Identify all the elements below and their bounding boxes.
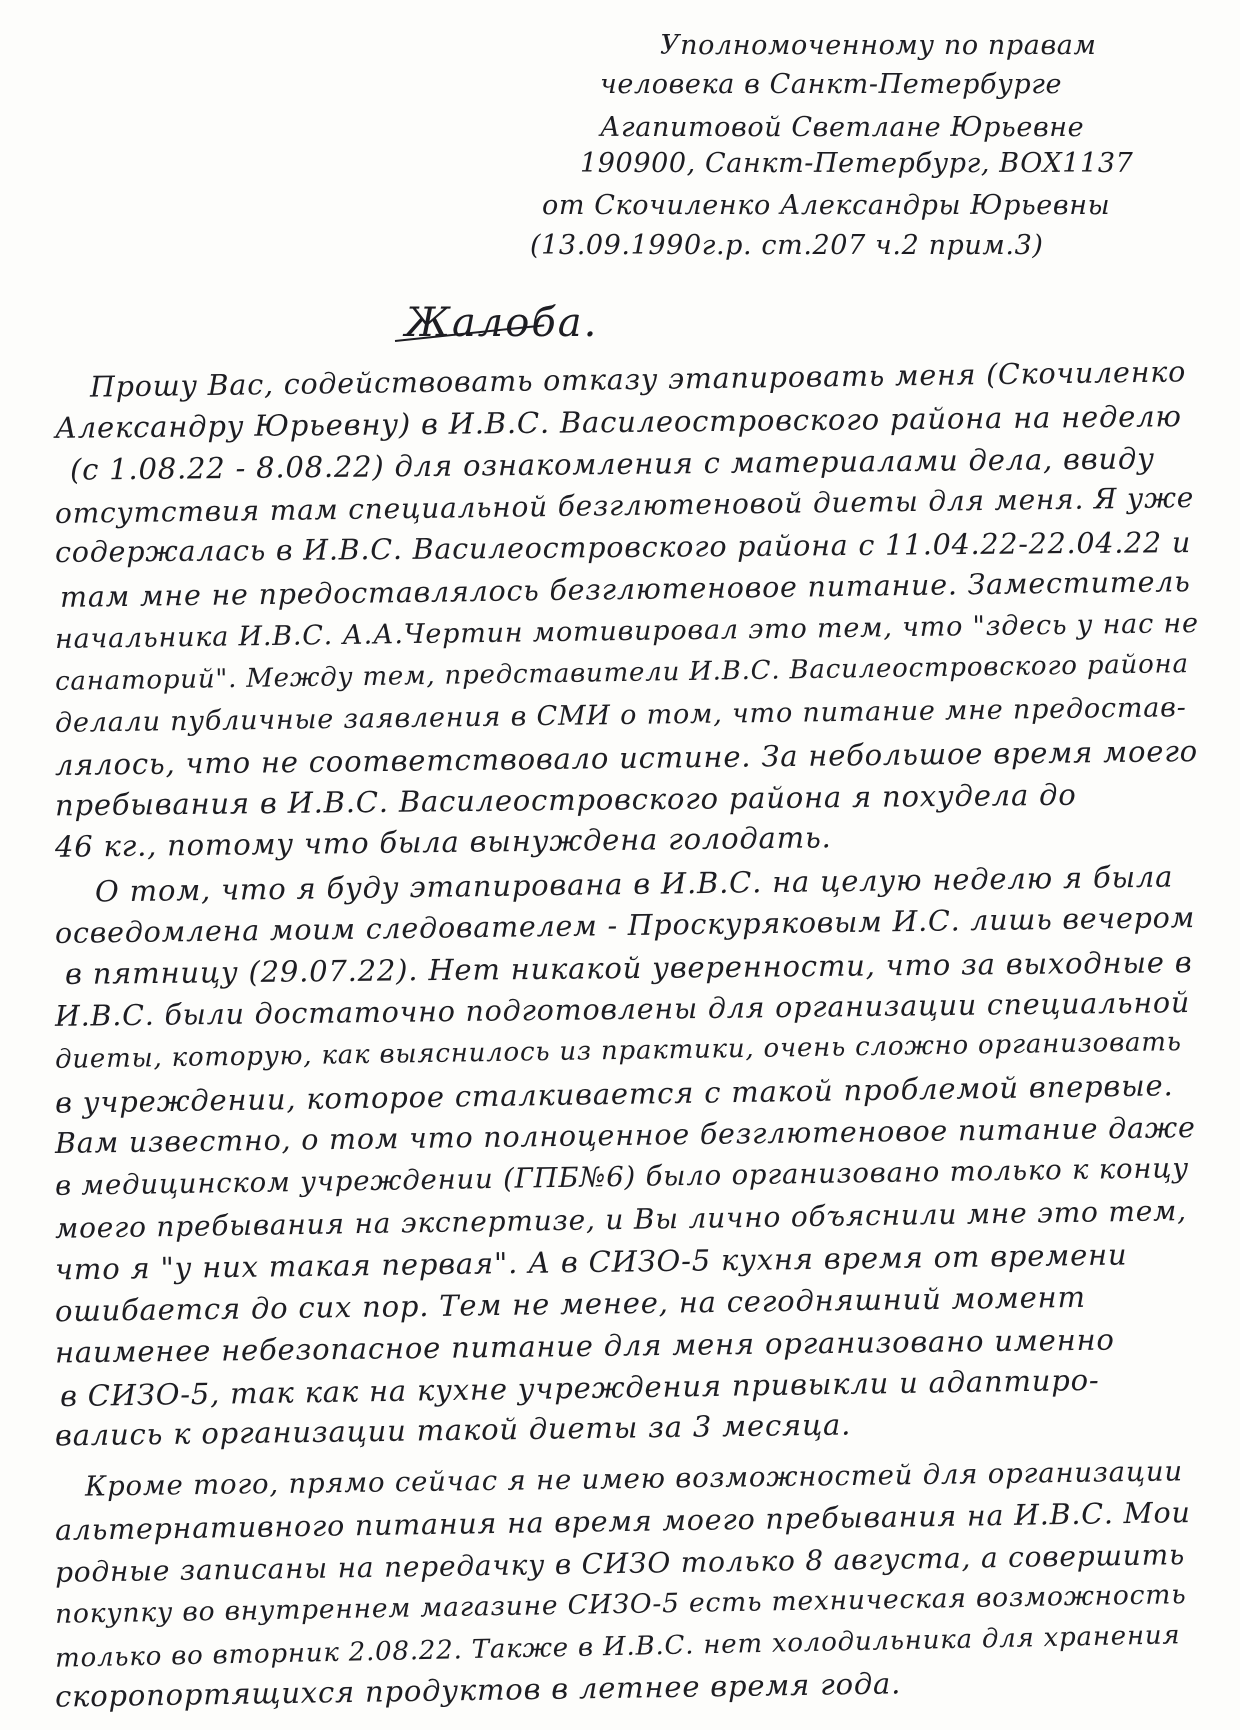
body-line: делали публичные заявления в СМИ о том, что питание мне предостав-	[54, 692, 1187, 739]
body-line: в медицинском учреждении (ГПБ№6) было организовано только к концу	[54, 1152, 1190, 1202]
addressee-line: (13.09.1990г.р. ст.207 ч.2 прим.3)	[530, 230, 1044, 261]
body-line: диеты, которую, как выяснилось из практики, очень сложно организовать	[54, 1027, 1182, 1075]
addressee-line: 190900, Санкт-Петербург, BOX1137	[580, 148, 1134, 179]
addressee-line: Агапитовой Светлане Юрьевне	[600, 112, 1085, 143]
addressee-line: Уполномоченному по правам	[660, 30, 1097, 61]
body-line: в СИЗО-5, так как на кухне учреждения привыкли и адаптиро-	[59, 1362, 1100, 1414]
body-line: 46 кг., потому что была вынуждена голодать.	[54, 820, 832, 864]
body-line: только во вторник 2.08.22. Также в И.В.С. нет холодильника для хранения	[54, 1620, 1181, 1674]
body-line: ошибается до сих пор. Тем не менее, на сегодняшний момент	[54, 1279, 1086, 1329]
addressee-line: человека в Санкт-Петербурге	[600, 69, 1063, 100]
body-line: что я "у них такая первая". А в СИЗО-5 кухня время от времени	[54, 1237, 1128, 1287]
body-line: там мне не предоставлялось безглютеновое питание. Заместитель	[59, 565, 1191, 614]
body-line: моего пребывания на экспертизе, и Вы лично объяснили мне это тем,	[54, 1194, 1188, 1245]
body-line: альтернативного питания на время моего пребывания на И.В.С. Мои	[54, 1496, 1191, 1547]
body-line: О том, что я буду этапирована в И.В.С. на целую неделю я была	[94, 859, 1174, 909]
body-line: отсутствия там специальной безглютеновой диеты для меня. Я уже	[54, 481, 1195, 530]
body-line: родные записаны на передачку в СИЗО только 8 августа, а совершить	[54, 1538, 1186, 1589]
addressee-line: от Скочиленко Александры Юрьевны	[542, 190, 1111, 221]
body-line: содержалась в И.В.С. Василеостровского района с 11.04.22-22.04.22 и	[54, 526, 1192, 569]
body-line: скоропортящихся продуктов в летнее время года.	[54, 1666, 902, 1714]
body-line: Кроме того, прямо сейчас я не имею возможностей для организации	[84, 1455, 1184, 1503]
body-line: Александру Юрьевну) в И.В.С. Василеостровского района на неделю	[54, 399, 1182, 445]
body-line: лялось, что не соответствовало истине. За небольшое время моего	[54, 734, 1199, 782]
body-line: начальника И.В.С. А.А.Чертин мотивировал это тем, что "здесь у нас не	[54, 608, 1199, 655]
body-line: в пятницу (29.07.22). Нет никакой уверенности, что за выходные в	[64, 945, 1193, 991]
body-line: пребывания в И.В.С. Василеостровского района я похудела до	[54, 777, 1077, 823]
body-line: И.В.С. были достаточно подготовлены для организации специальной	[54, 986, 1191, 1033]
body-line: покупку во внутреннем магазине СИЗО-5 есть техническая возможность	[54, 1579, 1187, 1630]
body-line: Вам известно, о том что полноценное безглютеновое питание даже	[54, 1111, 1196, 1160]
body-line: в учреждении, которое сталкивается с такой проблемой впервые.	[54, 1068, 1174, 1120]
document-title: Жалоба.	[405, 300, 599, 346]
body-line: Прошу Вас, содействовать отказу этапировать меня (Скочиленко	[89, 355, 1187, 404]
body-line: санаторий". Между тем, представители И.В.С. Василеостровского района	[54, 649, 1190, 697]
body-line: вались к организации такой диеты за 3 месяца.	[54, 1407, 852, 1453]
body-line: наименее небезопасное питание для меня организовано именно	[54, 1322, 1115, 1370]
body-line: (с 1.08.22 - 8.08.22) для ознакомления с материалами дела, ввиду	[69, 441, 1155, 487]
body-line: осведомлена моим следователем - Проскуряковым И.С. лишь вечером	[54, 901, 1196, 950]
